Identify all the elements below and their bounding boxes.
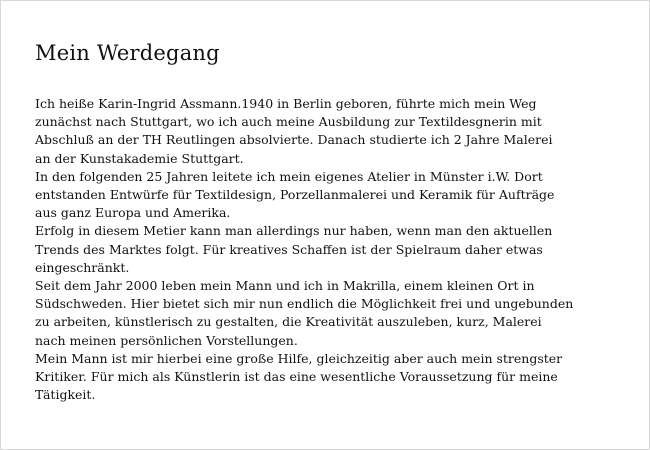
text-line: In den folgenden 25 Jahren leitete ich mein eigenes Atelier in Münster i.W. Dort [35, 168, 543, 184]
page-title: Mein Werdegang [35, 41, 220, 65]
text-line: Südschweden. Hier bietet sich mir nun endlich die Möglichkeit frei und ungebunden [35, 296, 574, 312]
text-line: Trends des Marktes folgt. Für kreatives Schaffen ist der Spielraum daher etwas [35, 241, 543, 257]
text-line: Mein Mann ist mir hierbei eine große Hilfe, gleichzeitig aber auch mein strengster [35, 350, 563, 366]
text-line: Ich heiße Karin-Ingrid Assmann.1940 in Berlin geboren, führte mich mein Weg [35, 96, 537, 111]
text-line: Erfolg in diesem Metier kann man allerdings nur haben, wenn man den aktuellen [35, 223, 553, 239]
text-line: zu arbeiten, künstlerisch zu gestalten, die Kreativität auszuleben, kurz, Malerei [35, 314, 542, 330]
text-line: zunächst nach Stuttgart, wo ich auch meine Ausbildung zur Textildesgnerin mit [35, 114, 542, 130]
text-line: aus ganz Europa und Amerika. [35, 205, 231, 221]
text-line: Tätigkeit. [35, 387, 96, 403]
text-line: Seit dem Jahr 2000 leben mein Mann und ich in Makrilla, einem kleinen Ort in [35, 278, 535, 294]
text-line: Kritiker. Für mich als Künstlerin ist das eine wesentliche Voraussetzung für meine [35, 369, 558, 385]
text-line: Abschluß an der TH Reutlingen absolvierte. Danach studierte ich 2 Jahre Malerei [35, 132, 553, 148]
biography-text [35, 95, 573, 404]
text-line: eingeschränkt. [35, 259, 130, 275]
text-line: an der Kunstakademie Stuttgart. [35, 150, 244, 166]
text-line: nach meinen persönlichen Vorstellungen. [35, 332, 298, 348]
text-line: entstanden Entwürfe für Textildesign, Porzellanmalerei und Keramik für Aufträge [35, 187, 555, 203]
